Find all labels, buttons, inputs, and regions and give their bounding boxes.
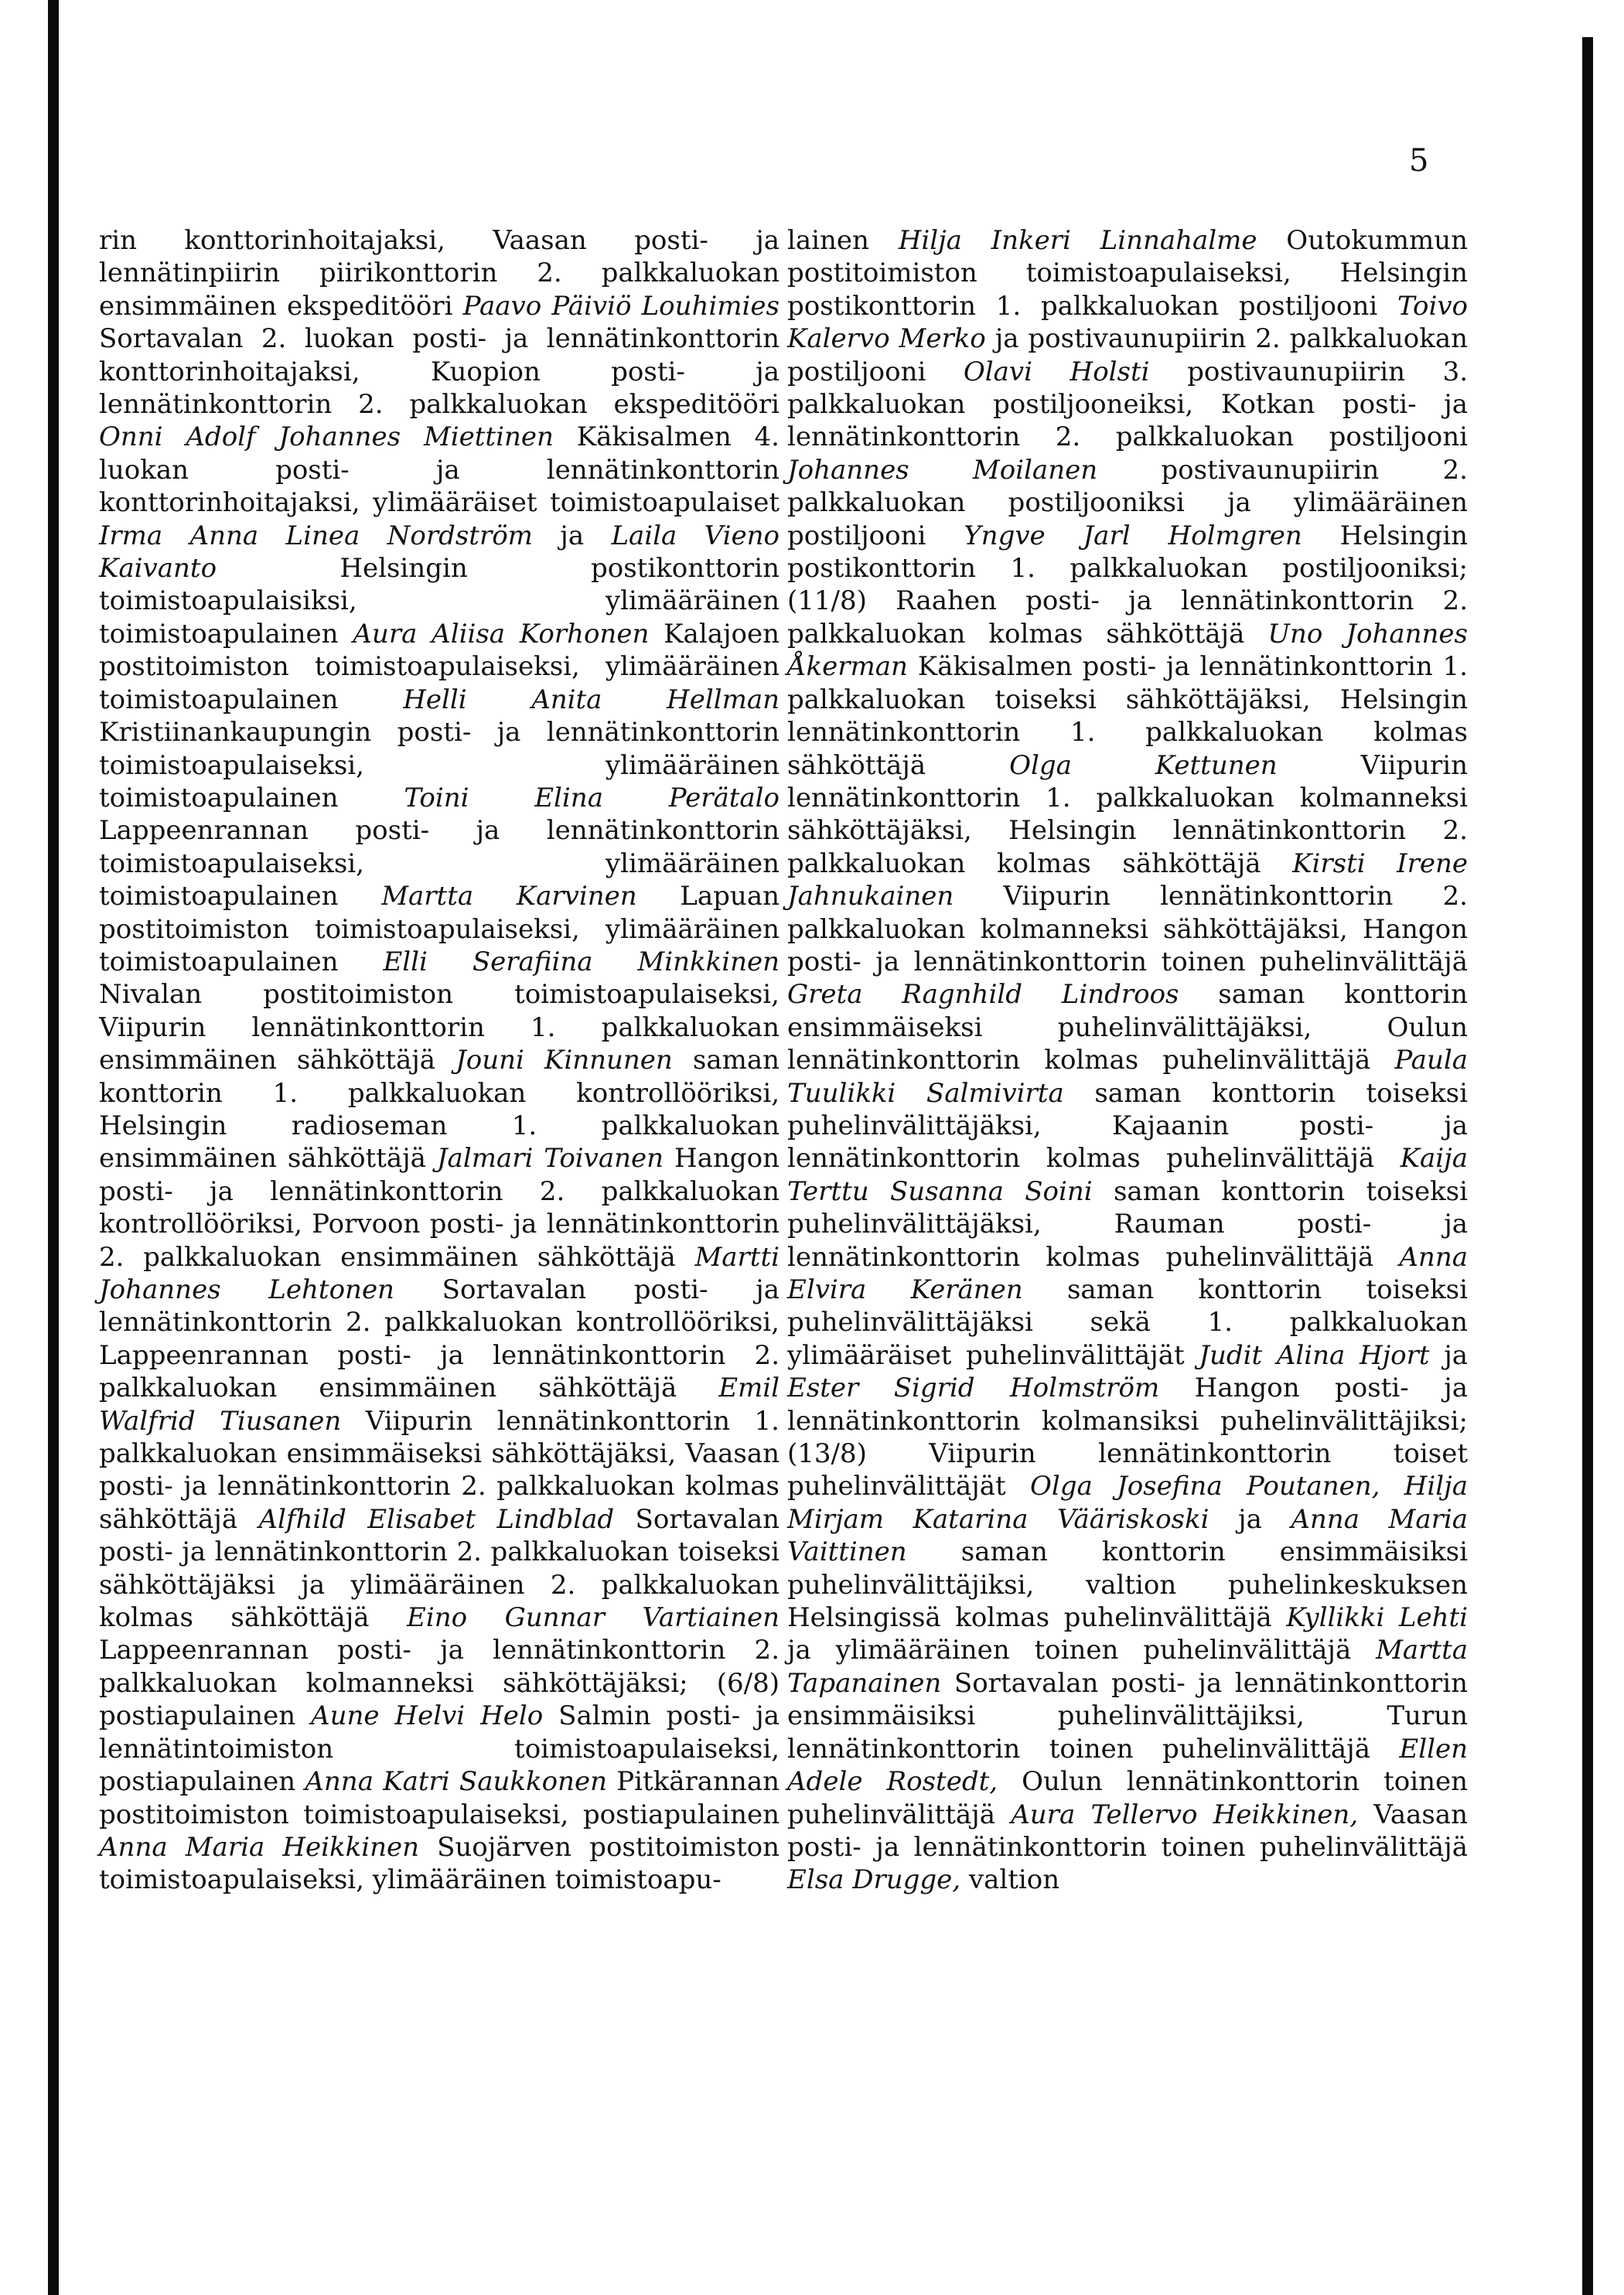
text-segment: saman konttorin toiseksi puhelinvälittäjäksi, Kajaanin posti- ja lennätinkonttorin kolmas puhelinvälittäjä — [787, 1077, 1468, 1175]
text-segment: Käkisalmen posti- ja lennätinkonttorin 1. palkkaluokan toiseksi sähköttäjäksi, Helsingin lennätinkonttorin 1. palkkaluokan kolmas sähköttäjä — [787, 651, 1468, 781]
text-segment: Helsingin postikonttorin toimistoapulaisiksi, ylimääräinen toimistoapulainen — [99, 553, 780, 650]
text-segment: Viipurin lennätinkonttorin 1. palkkaluokan kolmanneksi sähköttäjäksi, Helsingin lennätinkonttorin 2. palkkaluokan kolmas sähköttäjä — [787, 749, 1469, 879]
person-name: Jalmari Toivanen — [436, 1143, 664, 1175]
text-segment: Hangon posti- ja lennätinkonttorin kolmansiksi puhelinvälittäjiksi; (13/8) Viipurin lennätinkonttorin toiset puhelinvälittäjät — [787, 1373, 1468, 1502]
text-segment: Viipurin lennätinkonttorin 2. palkkaluokan kolmanneksi sähköttäjäksi, Hangon posti- ja lennätinkonttorin toinen puhelinvälittäjä — [787, 881, 1468, 977]
text-segment: saman konttorin toiseksi puhelinvälittäjäksi, Rauman posti- ja lennätinkonttorin kolmas puhelinvälittäjä — [787, 1175, 1468, 1273]
text-segment: ja — [1209, 1503, 1291, 1535]
person-name: Anna Elvira Keränen — [787, 1241, 1468, 1305]
person-name: Kyllikki Lehti — [1286, 1602, 1469, 1634]
person-name: Emil Walfrid Tiusanen — [99, 1373, 780, 1437]
person-name: Anna Maria Heikkinen — [99, 1831, 419, 1863]
text-segment: Nivalan postitoimiston toimistoapulaiseksi, Viipurin lennätinkonttorin 1. palkkaluokan ensimmäinen sähköttäjä — [99, 979, 780, 1076]
person-name: Alfhild Elisabet Lindblad — [258, 1503, 615, 1535]
text-segment: Sortavalan posti- ja lennätinkonttorin 2. palkkaluokan toiseksi sähköttäjäksi ja ylimääräinen 2. palkkaluokan kolmas sähköttäjä — [99, 1503, 780, 1634]
scan-edge-left — [48, 0, 59, 2295]
person-name: Martta Karvinen — [381, 881, 637, 912]
person-name: Martta Tapanainen — [787, 1635, 1468, 1699]
person-name: Uno Johannes Åkerman — [787, 618, 1468, 683]
text-segment: Suojärven postitoimiston toimistoapulaiseksi, ylimääräinen toimistoapu- — [99, 1831, 780, 1896]
person-name: Toini Elina Perätalo — [404, 782, 780, 813]
person-name: Jouni Kinnunen — [455, 1045, 673, 1076]
person-name: Olavi Holsti — [963, 356, 1150, 387]
text-segment: Sortavalan 2. luokan posti- ja lennätinkonttorin konttorinhoitajaksi, Kuopion posti- ja lennätinkonttorin 2. palkkaluokan ekspeditööri — [99, 323, 780, 421]
person-name: Irma Anna Linea Nordström — [99, 520, 533, 551]
text-segment: ja — [532, 520, 612, 551]
person-name: Eino Gunnar Vartiainen — [407, 1602, 780, 1634]
text-segment: Käkisalmen 4. luokan posti- ja lennätinkonttorin konttorinhoitajaksi, ylimääräiset toimistoapulaiset — [99, 421, 780, 519]
person-name: Elli Serafiina Minkkinen — [383, 946, 780, 977]
person-name: Anna Katri Saukkonen — [305, 1766, 607, 1798]
text-segment: Helsingin postikonttorin 1. palkkaluokan postiljooniksi; (11/8) Raahen posti- ja lennätinkonttorin 2. palkkaluokan kolmas sähköttäjä — [787, 520, 1468, 650]
text-segment: ja postivaunupiirin 2. palkkaluokan postiljooni — [787, 323, 1469, 387]
person-name: Olga Kettunen — [1009, 749, 1278, 781]
person-name: Yngve Jarl Holmgren — [964, 520, 1302, 551]
person-name: Kaija Terttu Susanna Soini — [787, 1143, 1468, 1207]
text-segment: Viipurin lennätinkonttorin 1. palkkaluokan ensimmäiseksi sähköttäjäksi, Vaasan posti- ja lennätinkonttorin 2. palkkaluokan kolmas sähköttäjä — [99, 1405, 780, 1535]
text-segment: Sortavalan posti- ja lennätinkonttorin ensimmäisiksi puhelinvälittäjiksi, Turun lennätinkonttorin toinen puhelinvälittäjä — [787, 1667, 1468, 1765]
person-name: Helli Anita Hellman — [403, 684, 780, 715]
person-name: Olga Josefina Poutanen, Hilja Mirjam Katarina Vääriskoski — [787, 1471, 1468, 1535]
text-segment: Lappeenrannan posti- ja lennätinkonttorin 2. palkkaluokan kolmanneksi sähköttäjäksi; (6/8) postiapulainen — [99, 1635, 780, 1732]
text-segment: saman konttorin 1. palkkaluokan kontrollööriksi, Helsingin radioseman 1. palkkaluokan ensimmäinen sähköttäjä — [99, 1045, 780, 1175]
text-segment: lainen — [787, 225, 899, 256]
page-number: 5 — [1409, 143, 1429, 179]
text-segment: Hangon posti- ja lennätinkonttorin 2. palkkaluokan kontrollööriksi, Porvoon posti- ja lennätinkonttorin 2. palkkaluokan ensimmäinen sähköttäjä — [99, 1143, 780, 1273]
person-name: Onni Adolf Johannes Miettinen — [99, 421, 554, 453]
person-name: Elsa Drugge, — [787, 1864, 961, 1896]
person-name: Martti Johannes Lehtonen — [99, 1241, 780, 1305]
text-segment: Outokummun postitoimiston toimistoapulaiseksi, Helsingin postikonttorin 1. palkkaluokan postiljooni — [787, 225, 1468, 322]
text-segment: Lappeenrannan posti- ja lennätinkonttorin toimistoapulaiseksi, ylimääräinen toimistoapulainen — [99, 815, 780, 912]
person-name: Aura Tellervo Heikkinen, — [1011, 1799, 1359, 1830]
column-paragraph — [787, 224, 1468, 1897]
text-segment: Oulun lennätinkonttorin toinen puhelinvälittäjä — [787, 1766, 1469, 1830]
text-segment: Kristiinankaupungin posti- ja lennätinkonttorin toimistoapulaiseksi, ylimääräinen toimistoapulainen — [99, 717, 780, 813]
text-segment: Vaasan posti- ja lennätinkonttorin toinen puhelinvälittäjä — [787, 1799, 1468, 1863]
text-segment: postivaunupiirin 2. palkkaluokan postiljooniksi ja ylimääräinen postiljooni — [787, 454, 1468, 551]
column-paragraph — [99, 224, 780, 1897]
text-segment: ja — [1429, 1339, 1469, 1371]
person-name: Greta Ragnhild Lindroos — [787, 979, 1179, 1011]
person-name: Aura Aliisa Korhonen — [353, 618, 650, 650]
text-segment: saman konttorin toiseksi puhelinvälittäjäksi sekä 1. palkkaluokan ylimääräiset puhelinvälittäjät — [787, 1274, 1468, 1371]
text-column-left — [99, 224, 780, 1897]
text-segment: rin konttorinhoitajaksi, Vaasan posti- ja lennätinpiirin piirikonttorin 2. palkkaluokan ensimmäinen ekspeditööri — [99, 225, 780, 322]
person-name: Johannes Moilanen — [787, 454, 1098, 486]
person-name: Judit Alina Hjort — [1199, 1339, 1430, 1371]
text-segment: valtion — [960, 1864, 1060, 1896]
scan-edge-right — [1582, 37, 1593, 2295]
text-segment: Pitkärannan postitoimiston toimistoapulaiseksi, postiapulainen — [99, 1766, 780, 1830]
person-name: Anna Maria Vaittinen — [787, 1503, 1468, 1568]
text-segment: saman konttorin ensimmäisiksi puhelinvälittäjiksi, valtion puhelinkeskuksen Helsingissä kolmas puhelinvälittäjä — [787, 1536, 1468, 1634]
person-name: Laila Vieno Kaivanto — [99, 520, 780, 585]
text-segment: Lapuan postitoimiston toimistoapulaiseksi, ylimääräinen toimistoapulainen — [99, 881, 780, 977]
person-name: Aune Helvi Helo — [311, 1700, 544, 1732]
text-column-right — [787, 224, 1468, 1897]
person-name: Kirsti Irene Jahnukainen — [787, 847, 1468, 912]
text-segment: postivaunupiirin 3. palkkaluokan postiljooneiksi, Kotkan posti- ja lennätinkonttorin 2. palkkaluokan postiljooni — [787, 356, 1469, 453]
person-name: Ester Sigrid Holmström — [787, 1373, 1160, 1404]
text-segment: Salmin posti- ja lennätintoimiston toimistoapulaiseksi, postiapulainen — [99, 1700, 780, 1798]
person-name: Toivo Kalervo Merko — [787, 290, 1468, 355]
text-segment: saman konttorin ensimmäiseksi puhelinvälittäjäksi, Oulun lennätinkonttorin kolmas puhelinvälittäjä — [787, 979, 1468, 1076]
text-segment: Kalajoen postitoimiston toimistoapulaiseksi, ylimääräinen toimistoapulainen — [99, 618, 780, 715]
person-name: Hilja Inkeri Linnahalme — [898, 225, 1257, 256]
text-segment: Sortavalan posti- ja lennätinkonttorin 2. palkkaluokan kontrollööriksi, Lappeenrannan posti- ja lennätinkonttorin 2. palkkaluokan ensimmäinen sähköttäjä — [99, 1274, 780, 1404]
person-name: Paavo Päiviö Louhimies — [462, 290, 780, 322]
person-name: Paula Tuulikki Salmivirta — [787, 1045, 1468, 1109]
person-name: Ellen Adele Rostedt, — [787, 1733, 1468, 1798]
text-segment: ja ylimääräinen toinen puhelinvälittäjä — [787, 1635, 1377, 1666]
